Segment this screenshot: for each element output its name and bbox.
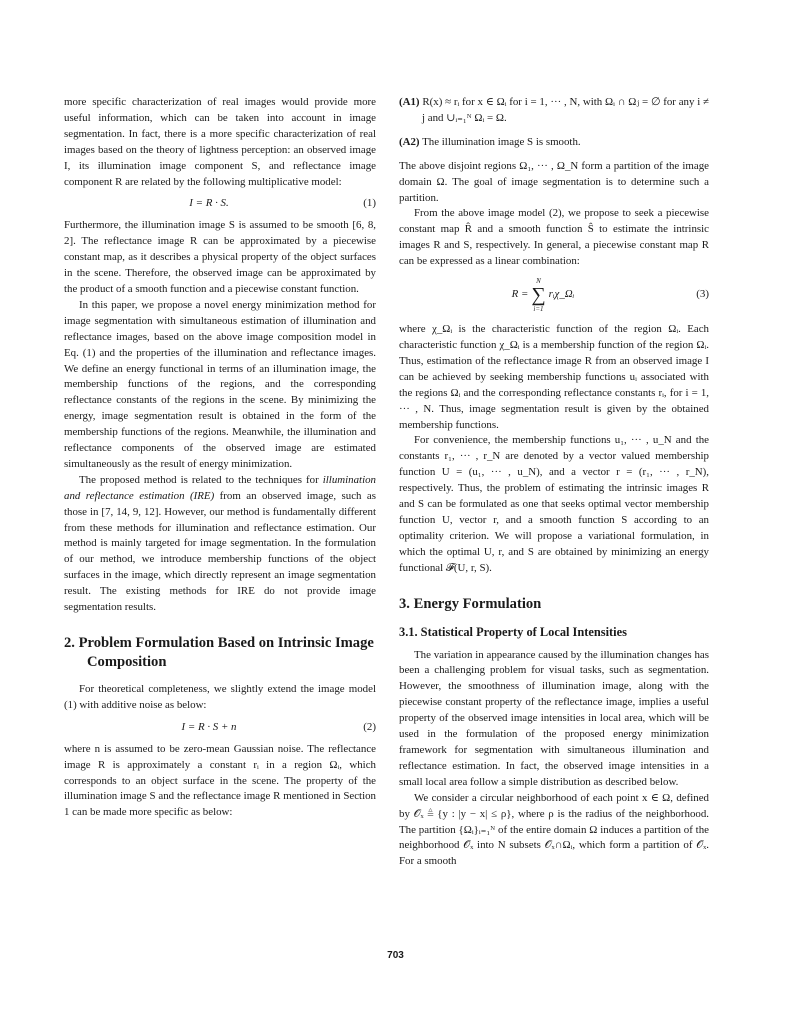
left-column — [64, 95, 376, 821]
emphasis-text: illumination and reflectance estimation (IRE) — [64, 473, 376, 502]
paragraph: The above disjoint regions Ω₁, ··· , Ω_N form a partition of the image domain Ω. The goal of image segmentation is to determine such a partition. — [399, 159, 709, 204]
paragraph: The variation in appearance caused by the illumination changes has been a challenging problem for visual tasks, such as segmentation. However, the smoothness of illumination image, along with the piecewise constant property of the reflectance image, implies a useful property of the observed image intensities in local area, which will be used in the formulation of the proposed energy minimization framework for segmentation with simultaneous illumination and reflectance estimation. In fact, the observed image intensities in a small local area follow a simple distribution as described below. — [399, 648, 709, 788]
paragraph: where χ_Ωᵢ is the characteristic function of the region Ωᵢ. Each characteristic function χ_Ωᵢ is a membership function of the region Ωᵢ. Thus, estimation of the reflectance image R from an observed image I can be achieved by seeking membership functions uᵢ associated with the regions Ωᵢ and the corresponding reflectance constants rᵢ, for i = 1, ··· , N. Thus, image segmentation result is given by the obtained membership functions. — [399, 323, 709, 431]
section-heading: 2. Problem Formulation Based on Intrinsic Image Composition — [64, 635, 374, 670]
page-number: 703 — [387, 950, 404, 961]
paragraph: In this paper, we propose a novel energy minimization method for image segmentation with simultaneous estimation of illumination and reflectance images, based on the above image composition model in Eq. (1) and the properties of the illumination and reflectance images. We define an energy functional in terms of an illumination image, the membership functions of the regions, and the corresponding reflectance constants of the regions in the scene. By minimizing the energy, image segmentation result is obtained in the form of the membership functions of the regions. Meanwhile, the illumination and reflectance components of the observed image are estimated simultaneously as the result of energy minimization. — [64, 298, 376, 470]
sum-expression — [512, 277, 575, 313]
assumption-a1 — [399, 95, 709, 127]
equation-number: (1) — [363, 197, 376, 210]
subsection-heading: 3.1. Statistical Property of Local Intensities — [399, 624, 627, 639]
text: The proposed method is related to the techniques for — [79, 473, 323, 486]
equation-body — [399, 277, 687, 313]
equation-body: I = R · S + n — [181, 720, 237, 733]
paragraph: We consider a circular neighborhood of each point x ∈ Ω, defined by 𝒪ₓ ≜ {y : |y − x| ≤ ρ}, where ρ is the radius of the neighborhood. The partition {Ωᵢ}ᵢ₌₁ᴺ of the entire domain Ω induces a partition of the neighborhood 𝒪ₓ into N subsets 𝒪ₓ∩Ωᵢ, which form a partition of 𝒪ₓ. For a smooth — [399, 791, 709, 868]
assumption-label: (A1) — [399, 96, 420, 108]
paragraph: Furthermore, the illumination image S is assumed to be smooth [6, 8, 2]. The reflectance image R can be approximated by a piecewise constant map, as it describes a physical property of the object surfaces in the scene. Therefore, the observed image can be approximated by the product of a smooth function and a piecewise constant function. — [64, 219, 376, 295]
equation-rhs: rᵢχ_Ωᵢ — [548, 288, 575, 301]
assumption-text: R(x) ≈ rᵢ for x ∈ Ωᵢ for i = 1, ··· , N, with Ωᵢ ∩ Ωⱼ = ∅ for any i ≠ j and ∪ᵢ₌₁ᴺ Ωᵢ = Ω. — [422, 96, 709, 124]
equation-3 — [399, 274, 709, 316]
paragraph: From the above image model (2), we propose to seek a piecewise constant map R̂ and a smooth function Ŝ to estimate the intrinsic images R and S, respectively. In general, a piecewise constant map R can be expressed as a linear combination: — [399, 207, 709, 268]
assumption-label: (A2) — [399, 135, 420, 148]
sum-lower: i=1 — [533, 305, 544, 314]
assumption-a2 — [399, 135, 709, 151]
paragraph: more specific characterization of real images would provide more useful information, which can be taken into account in image segmentation. In fact, there is a more specific characterization of real images based on the theory of lightness perception: an observed image I, its illumination image component S, and reflectance image component R are related by the following multiplicative model: — [64, 96, 376, 188]
paragraph — [64, 473, 376, 616]
equation-number: (3) — [696, 288, 709, 301]
section-heading: 3. Energy Formulation — [399, 595, 542, 612]
paragraph: where n is assumed to be zero-mean Gaussian noise. The reflectance image R is approximately a constant rᵢ in a region Ωᵢ, which corresponds to an object surface in the scene. The property of the illumination image S and the reflectance image R mentioned in Section 1 can be made more specific as below: — [64, 742, 376, 819]
equation-1 — [64, 196, 376, 212]
paragraph: For convenience, the membership functions u₁, ··· , u_N and the constants r₁, ··· , r_N are denoted by a vector valued membership function U = (u₁, ··· , u_N), and a vector r = (r₁, ··· , r_N), respectively. Thus, the problem of estimating the intrinsic images R and S can be formulated as one that seeks optimal vector membership function U, vector r, and a smooth function S according to an optimality criterion. We will propose a variational formulation, in which the optimal U, r, and S are obtained by minimizing an energy functional 𝓕(U, r, S). — [399, 434, 709, 574]
equation-body: I = R · S. — [189, 197, 229, 210]
right-column — [399, 95, 709, 870]
equation-lhs: R = — [511, 288, 529, 301]
sum-upper: N — [536, 277, 541, 286]
summation — [531, 277, 545, 313]
text: from an observed image, such as those in [7, 14, 9, 12]. However, our method is fundamentally different from these methods for illumination and reflectance estimation. Our method is mainly targeted for image segmentation. In the formulation of our method, we introduce membership functions of the object surfaces in the image, which directly represent an image segmentation result. The existing methods for IRE do not provide image segmentation results. — [64, 489, 376, 614]
equation-number: (2) — [363, 720, 376, 733]
sigma-symbol: ∑ — [531, 284, 546, 307]
paragraph: For theoretical completeness, we slightly extend the image model (1) with additive noise as below: — [64, 683, 376, 711]
assumption-text: The illumination image S is smooth. — [422, 135, 581, 148]
equation-2 — [64, 720, 376, 736]
